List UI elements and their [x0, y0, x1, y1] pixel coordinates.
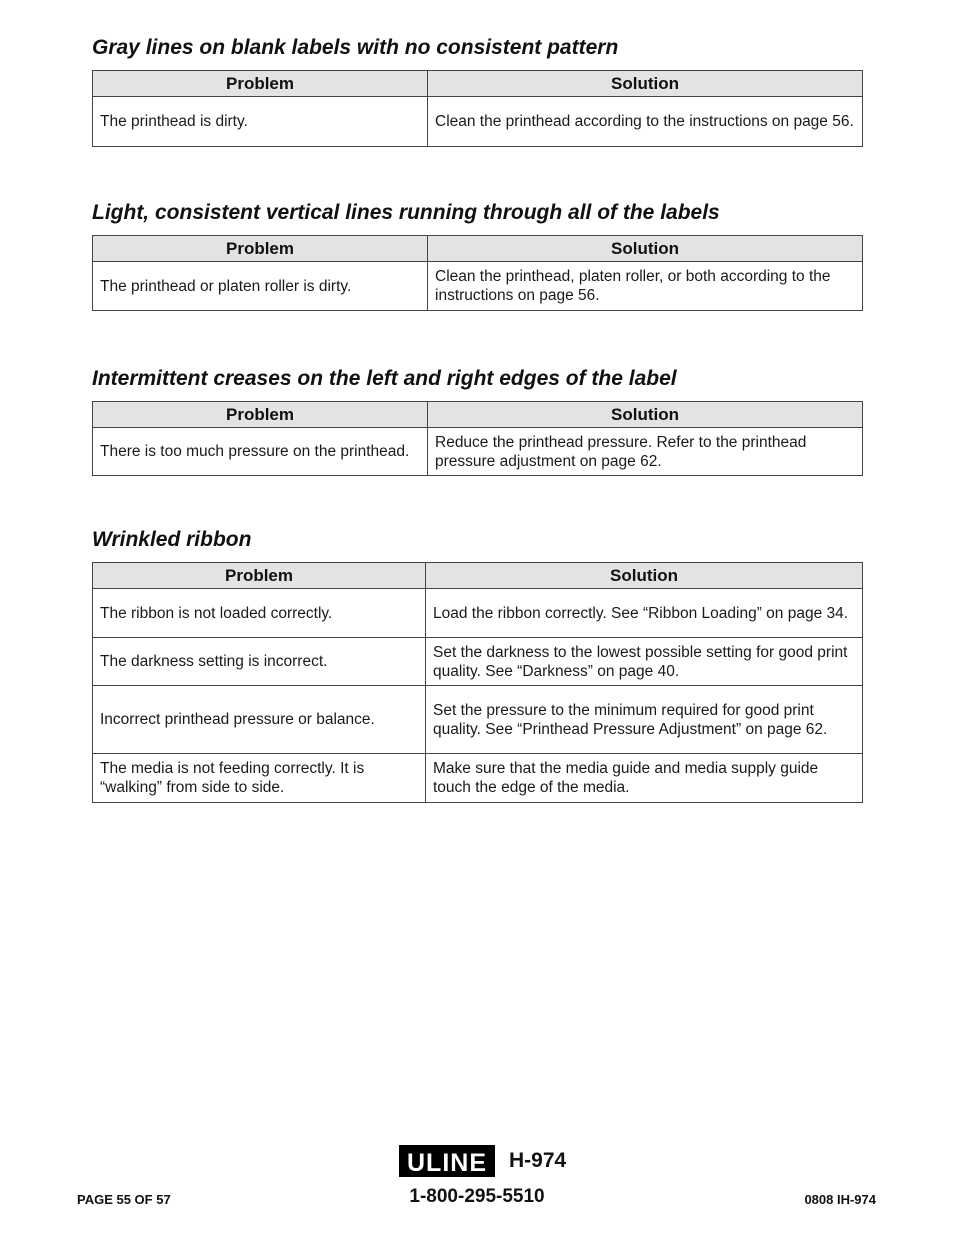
header-problem: Problem [93, 563, 426, 589]
table-row [93, 97, 863, 147]
solution-cell: Set the pressure to the minimum required for good print quality. See “Printhead Pressure Adjustment” on page 62. [426, 686, 863, 754]
table-row [93, 638, 863, 686]
section-intermittent-creases [92, 365, 862, 476]
header-solution: Solution [428, 71, 863, 97]
uline-logo: ULINE [399, 1145, 495, 1177]
section-title: Gray lines on blank labels with no consistent pattern [92, 36, 619, 59]
solution-cell: Reduce the printhead pressure. Refer to the printhead pressure adjustment on page 62. [428, 428, 863, 476]
page-number: PAGE 55 OF 57 [77, 1192, 171, 1207]
table-header-row [93, 71, 863, 97]
header-solution: Solution [428, 236, 863, 262]
header-solution: Solution [426, 563, 863, 589]
problem-cell: Incorrect printhead pressure or balance. [93, 686, 426, 754]
section-gray-lines [92, 34, 862, 147]
section-title: Wrinkled ribbon [92, 528, 252, 551]
table-row [93, 262, 863, 311]
solution-cell: Load the ribbon correctly. See “Ribbon Loading” on page 34. [426, 589, 863, 638]
table-row [93, 428, 863, 476]
solution-cell: Clean the printhead, platen roller, or both according to the instructions on page 56. [428, 262, 863, 311]
header-problem: Problem [93, 236, 428, 262]
section-title: Intermittent creases on the left and right edges of the label [92, 367, 677, 390]
table-row [93, 754, 863, 803]
model-number: H-974 [509, 1149, 567, 1172]
problem-cell: The printhead or platen roller is dirty. [93, 262, 428, 311]
troubleshooting-table [92, 70, 863, 147]
table-header-row [93, 563, 863, 589]
solution-cell: Set the darkness to the lowest possible setting for good print quality. See “Darkness” on page 40. [426, 638, 863, 686]
problem-cell: The darkness setting is incorrect. [93, 638, 426, 686]
problem-cell: The printhead is dirty. [93, 97, 428, 147]
problem-cell: The media is not feeding correctly. It is “walking” from side to side. [93, 754, 426, 803]
problem-cell: There is too much pressure on the printhead. [93, 428, 428, 476]
troubleshooting-table [92, 401, 863, 476]
phone-number: 1-800-295-5510 [409, 1186, 545, 1207]
section-vertical-lines [92, 199, 862, 311]
document-code: 0808 IH-974 [804, 1192, 876, 1207]
section-wrinkled-ribbon [92, 526, 862, 803]
table-row [93, 686, 863, 754]
table-header-row [93, 402, 863, 428]
header-problem: Problem [93, 402, 428, 428]
troubleshooting-table [92, 562, 863, 803]
header-problem: Problem [93, 71, 428, 97]
footer-brand [399, 1145, 566, 1177]
table-row [93, 589, 863, 638]
troubleshooting-table [92, 235, 863, 311]
solution-cell: Make sure that the media guide and media supply guide touch the edge of the media. [426, 754, 863, 803]
problem-cell: The ribbon is not loaded correctly. [93, 589, 426, 638]
table-header-row [93, 236, 863, 262]
solution-cell: Clean the printhead according to the instructions on page 56. [428, 97, 863, 147]
section-title: Light, consistent vertical lines running through all of the labels [92, 201, 720, 224]
header-solution: Solution [428, 402, 863, 428]
